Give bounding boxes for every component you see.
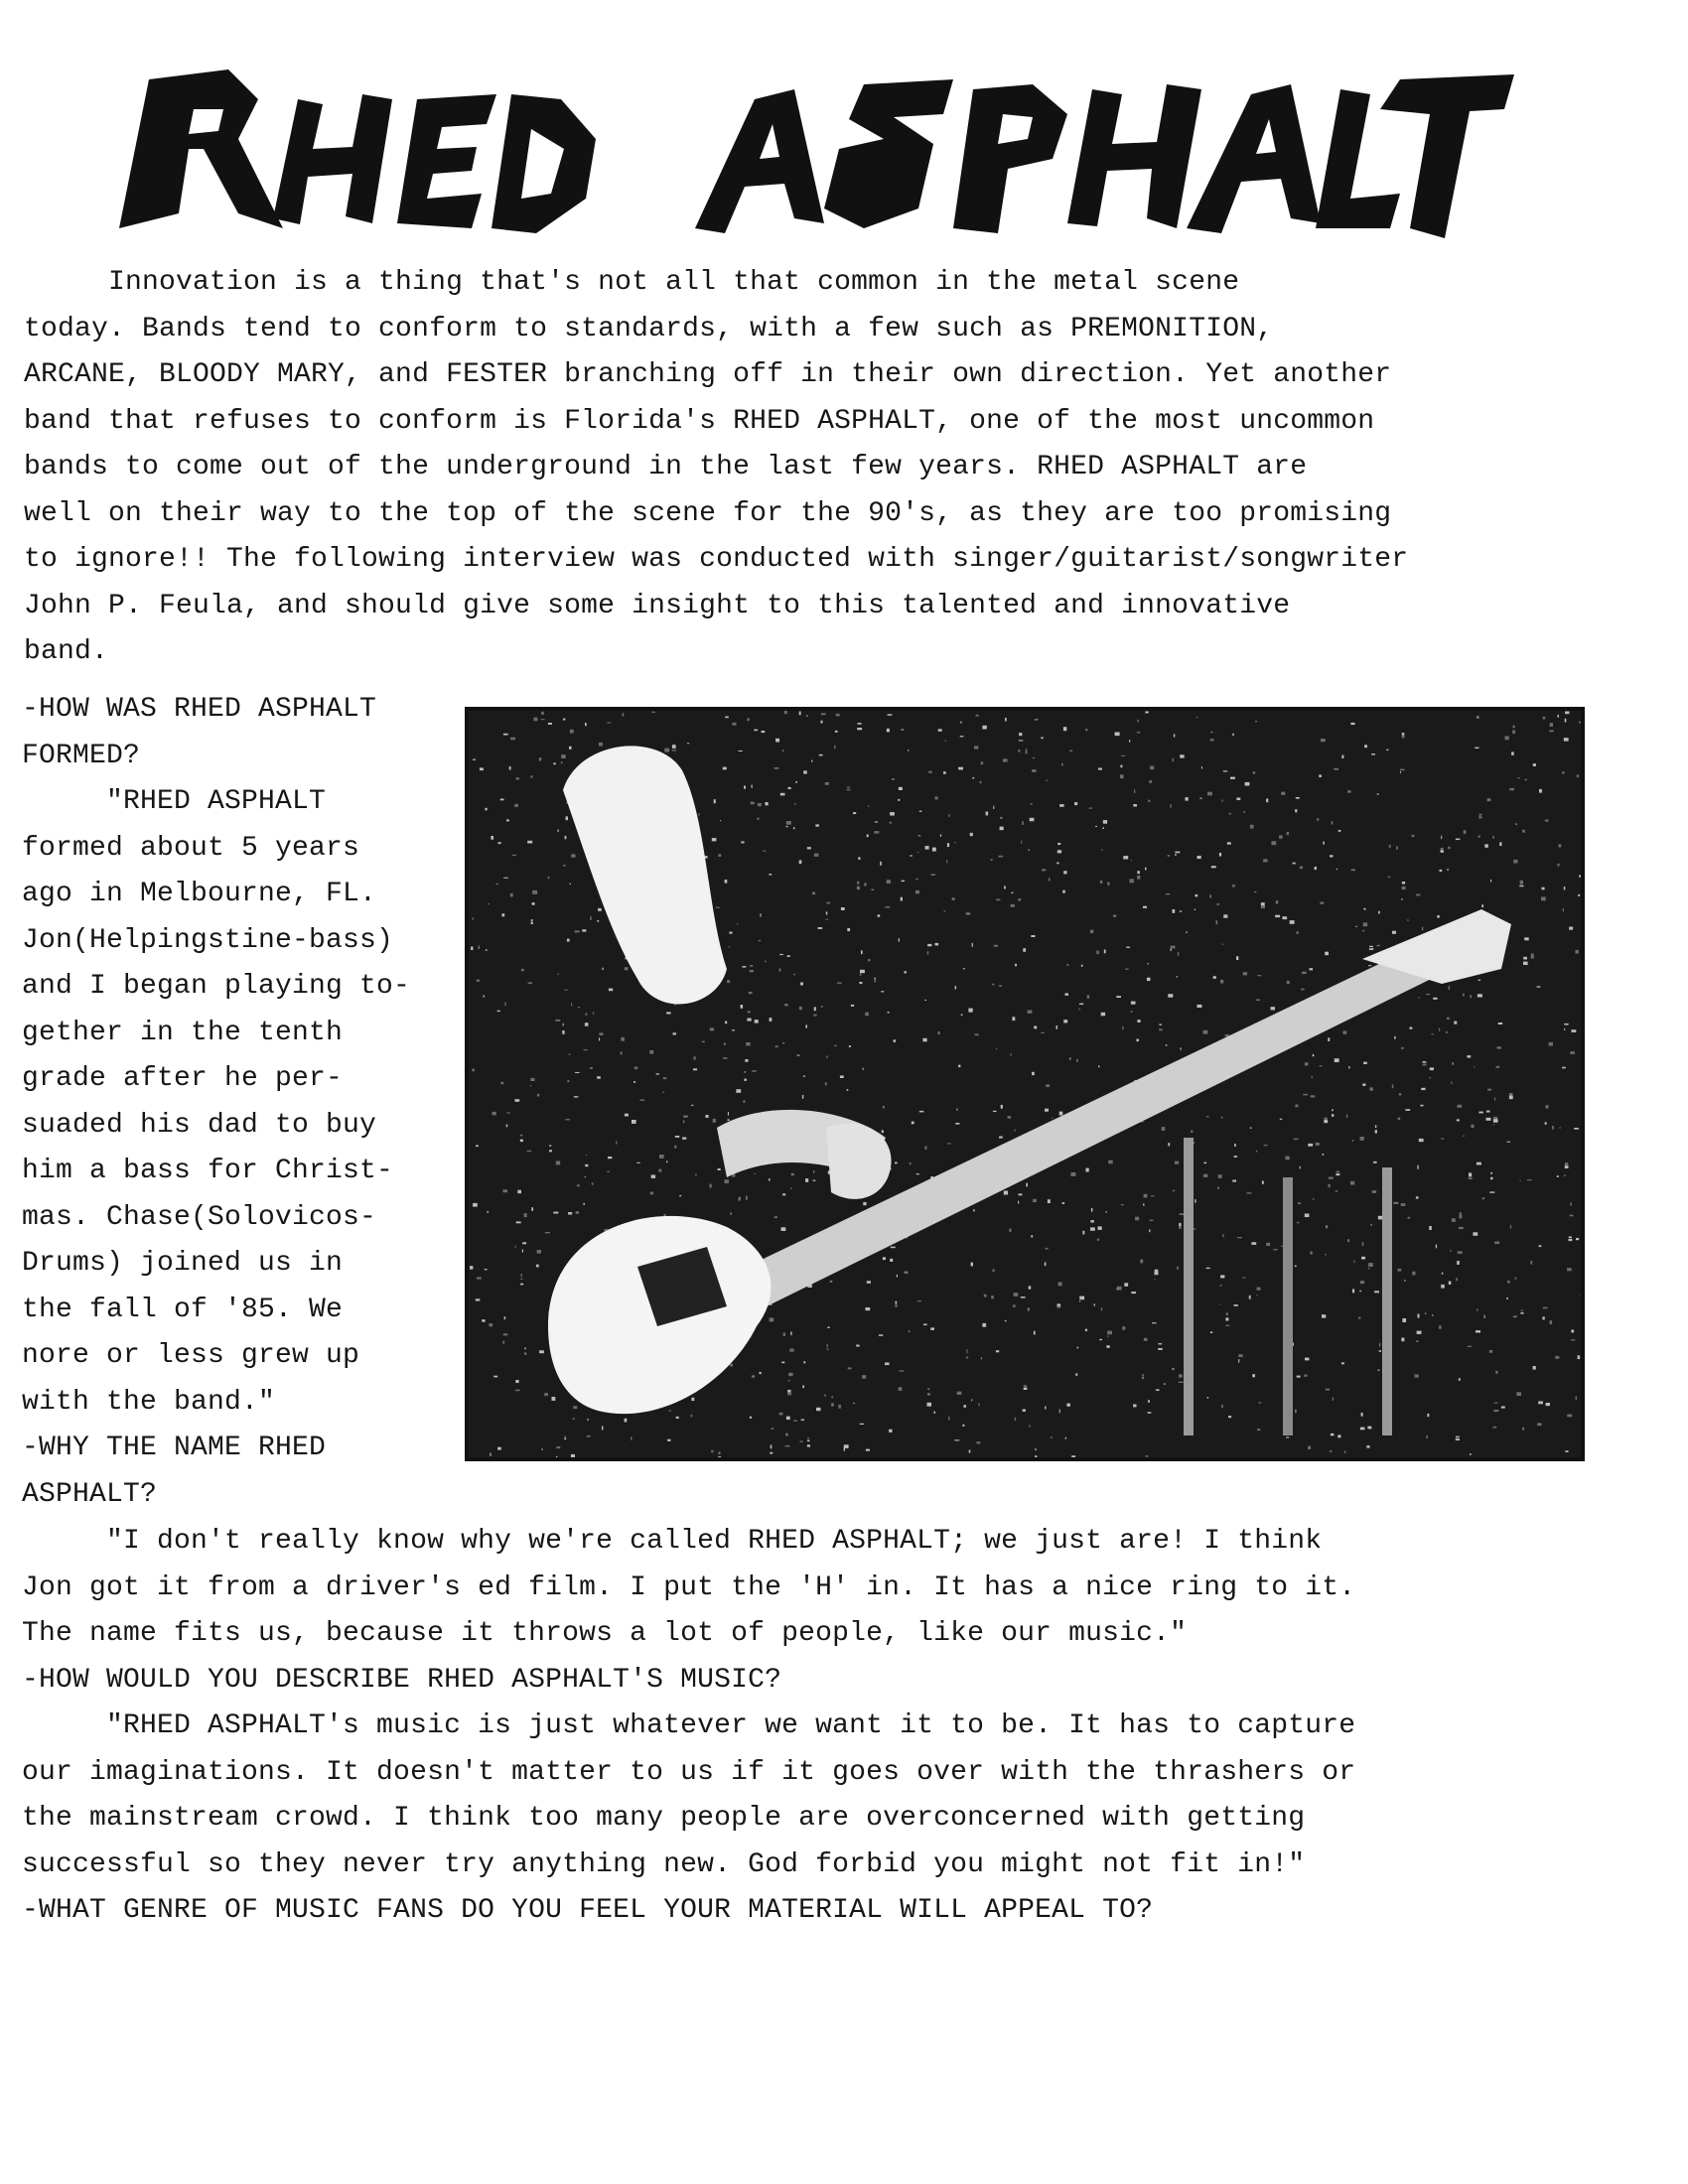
left-column-line: gether in the tenth [22,1017,344,1048]
interview-continued [22,1519,1670,1935]
bottom-line: The name fits us, because it throws a lot of people, like our music." [22,1618,1188,1649]
bottom-line: successful so they never try anything new. God forbid you might not fit in!" [22,1848,1306,1880]
left-column-line: and I began playing to- [22,971,411,1002]
intro-line: band. [24,636,109,667]
left-column-line: mas. Chase(Solovicos- [22,1201,377,1233]
left-column-line: "RHED ASPHALT [22,786,327,817]
bottom-line: the mainstream crowd. I think too many people are overconcerned with getting [22,1803,1306,1834]
intro-line: Innovation is a thing that's not all that common in the metal scene [24,267,1240,298]
intro-line: band that refuses to conform is Florida's RHED ASPHALT, one of the most uncommon [24,405,1375,437]
intro-line: well on their way to the top of the scene for the 90's, as they are too promising [24,497,1392,529]
bottom-line: -WHAT GENRE OF MUSIC FANS DO YOU FEEL YOUR MATERIAL WILL APPEAL TO? [22,1895,1154,1926]
left-column-line: nore or less grew up [22,1340,360,1371]
left-column-line: grade after he per- [22,1063,344,1094]
left-column-line: formed about 5 years [22,832,360,864]
intro-line: ARCANE, BLOODY MARY, and FESTER branching off in their own direction. Yet another [24,359,1392,390]
left-column-line: suaded his dad to buy [22,1109,377,1141]
bottom-line: Jon got it from a driver's ed film. I put the 'H' in. It has a nice ring to it. [22,1571,1356,1603]
left-column-line: Drums) joined us in [22,1248,344,1279]
intro-line: John P. Feula, and should give some insight to this talented and innovative [24,590,1291,621]
band-logo-graphic [109,40,1519,258]
interview-left-column [22,687,479,1518]
intro-line: bands to come out of the underground in the last few years. RHED ASPHALT are [24,452,1308,482]
left-column-line: -WHY THE NAME RHED [22,1433,327,1463]
left-column-line: FORMED? [22,740,141,771]
left-column-line: ASPHALT? [22,1478,158,1510]
left-column-line: ago in Melbourne, FL. [22,879,377,909]
intro-line: today. Bands tend to conform to standards, with a few such as PREMONITION, [24,313,1274,344]
band-photo [465,707,1585,1461]
band-logo [109,40,1519,258]
left-column-line: the fall of '85. We [22,1294,344,1325]
bottom-line: our imaginations. It doesn't matter to us if it goes over with the thrashers or [22,1756,1356,1788]
bottom-line: "RHED ASPHALT's music is just whatever we want it to be. It has to capture [22,1710,1356,1741]
left-column-line: -HOW WAS RHED ASPHALT [22,694,377,725]
bottom-line: -HOW WOULD YOU DESCRIBE RHED ASPHALT'S MUSIC? [22,1664,782,1696]
left-column-line: him a bass for Christ- [22,1156,394,1186]
intro-paragraph [24,260,1652,676]
left-column-line: Jon(Helpingstine-bass) [22,924,394,956]
intro-line: to ignore!! The following interview was conducted with singer/guitarist/songwriter [24,544,1409,575]
bottom-line: "I don't really know why we're called RHED ASPHALT; we just are! I think [22,1526,1323,1557]
left-column-line: with the band." [22,1386,276,1418]
